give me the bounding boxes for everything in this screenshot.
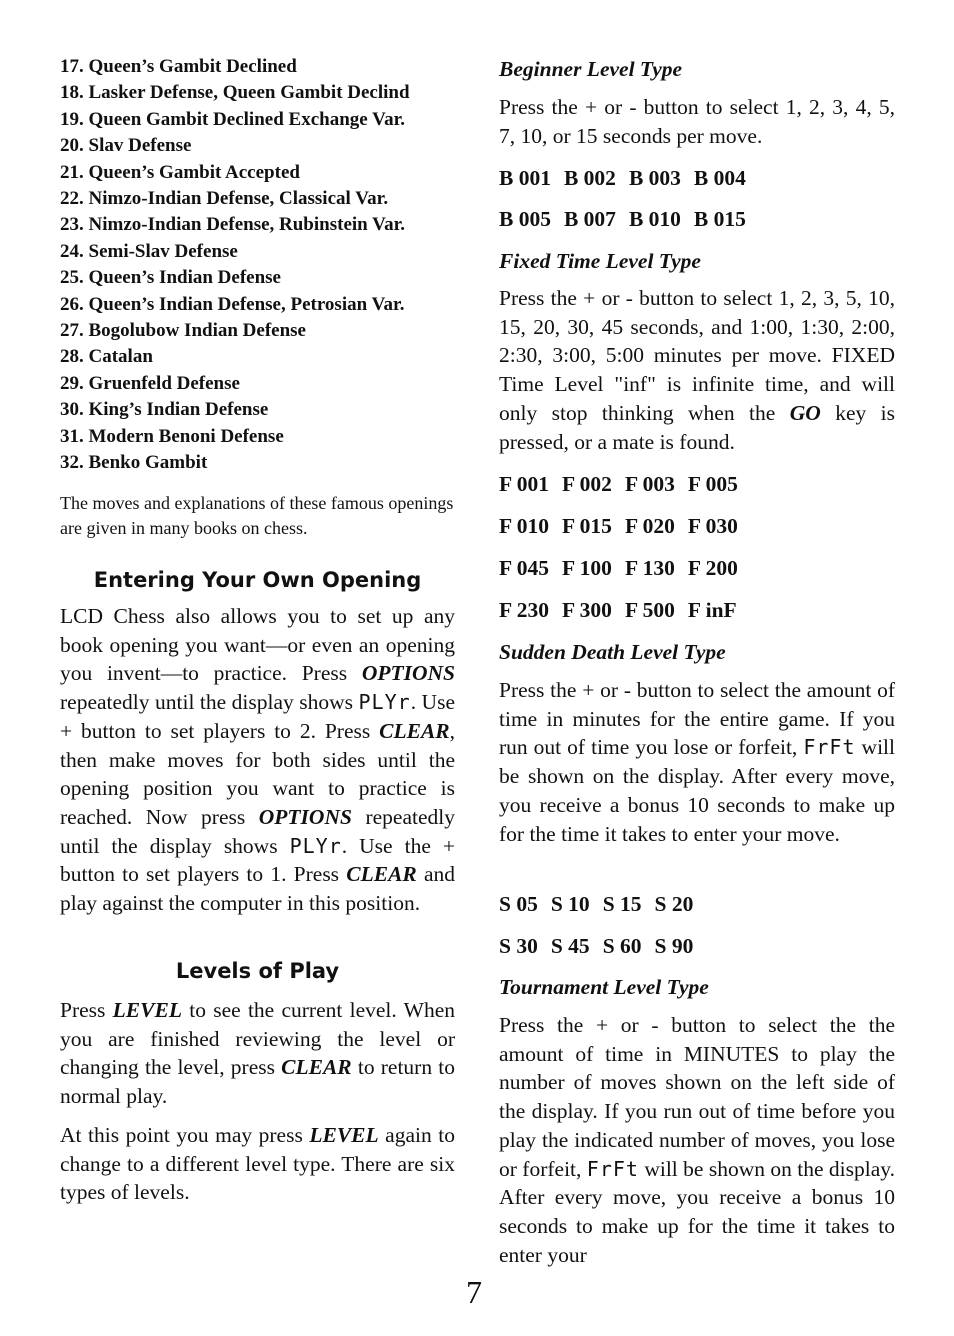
fixed-codes-row: F 001 F 002 F 003 F 005 — [499, 472, 738, 496]
beginner-text: Press the + or - button to select 1, 2, 3, 4, 5, 7, 10, or 15 seconds per move. — [499, 95, 895, 148]
clear-key: CLEAR — [281, 1055, 352, 1080]
list-item: 25. Queen’s Indian Defense — [60, 267, 281, 289]
clear-key: CLEAR — [379, 718, 450, 743]
own-opening-heading: Entering Your Own Opening — [93, 568, 422, 592]
list-item: 17. Queen’s Gambit Declined — [60, 56, 297, 77]
fixed-text: Press the + or - button to select 1, 2, 3, 5, 10, 15, 20, 30, 45 seconds, and 1:00, 1:30, 2:00, 2:30, 3:00, 5:00 minutes per move. FIXED Time Level "inf" is infinite time, and will only stop thinking when the GO key is pressed, or a mate is found. — [499, 286, 895, 454]
list-item: 23. Nimzo-Indian Defense, Rubinstein Var. — [60, 214, 406, 236]
sudden-heading: Sudden Death Level Type — [499, 640, 726, 664]
lcd-text: FrFt — [803, 735, 856, 760]
list-item: 32. Benko Gambit — [60, 452, 208, 474]
clear-key: CLEAR — [346, 862, 417, 887]
list-item: 18. Lasker Defense, Queen Gambit Declind — [60, 82, 410, 104]
page-number: 7 — [466, 1274, 482, 1310]
fixed-codes-row: F 230 F 300 F 500 F inF — [499, 598, 737, 622]
options-key: OPTIONS — [258, 804, 352, 829]
lcd-text: PLYr — [358, 690, 411, 715]
list-item: 27. Bogolubow Indian Defense — [60, 320, 306, 342]
level-key: LEVEL — [112, 998, 182, 1022]
sudden-codes-row: S 30 S 45 S 60 S 90 — [499, 934, 694, 958]
lcd-text: FrFt — [586, 1156, 639, 1181]
list-item: 31. Modern Benoni Defense — [60, 425, 284, 447]
levels-paragraph-1: Press LEVEL to see the current level. When you are finished reviewing the level or changing the level, press CLEAR to return to normal play. — [60, 998, 455, 1109]
beginner-heading: Beginner Level Type — [499, 57, 683, 81]
list-item: 30. King’s Indian Defense — [60, 399, 269, 421]
beginner-codes-row: B 005 B 007 B 010 B 015 — [499, 207, 746, 231]
level-key: LEVEL — [309, 1123, 379, 1147]
list-item: 21. Queen’s Gambit Accepted — [60, 161, 300, 183]
own-opening-paragraph: LCD Chess also allows you to set up any book opening you want—or even an opening you invent—to practice. Press OPTIONS repeatedly until the display shows PLYr. Use + button to set players to 2. Press CLEAR, then make moves for both sides until the opening position you want to practice is reached. Now press OPTIONS repeatedly until the display shows PLYr. Use the + button to set players to 1. Press CLEAR and play against the computer in this position. — [60, 604, 455, 916]
go-key: GO — [789, 400, 821, 425]
list-item: 29. Gruenfeld Defense — [60, 372, 240, 394]
openings-list — [60, 54, 410, 477]
list-item: 20. Slav Defense — [60, 135, 192, 157]
sudden-text: Press the + or - button to select the amount of time in minutes for the entire game. If you run out of time you lose or forfeit, FrFt will be shown on the display. After every move, you receive a bonus 10 seconds to make up for the time it takes to enter your move. — [499, 678, 895, 846]
lcd-text: PLYr — [289, 833, 342, 858]
list-item: 24. Semi-Slav Defense — [60, 240, 238, 262]
levels-paragraph-2: At this point you may press LEVEL again to change to a different level type. There are six types of levels. — [60, 1123, 455, 1205]
fixed-heading: Fixed Time Level Type — [499, 249, 701, 273]
beginner-codes-row: B 001 B 002 B 003 B 004 — [499, 166, 746, 190]
list-item: 28. Catalan — [60, 346, 153, 368]
list-item: 26. Queen’s Indian Defense, Petrosian Var. — [60, 293, 405, 315]
fixed-codes-row: F 010 F 015 F 020 F 030 — [499, 514, 738, 538]
list-item: 19. Queen Gambit Declined Exchange Var. — [60, 108, 406, 130]
openings-note: The moves and explanations of these famous openings are given in many books on chess. — [60, 493, 454, 538]
fixed-codes-row: F 045 F 100 F 130 F 200 — [499, 556, 738, 580]
tournament-text: Press the + or - button to select the the amount of time in MINUTES to play the number of moves shown on the left side of the display. If you run out of time before you play the indicated number of moves, you lose or forfeit, FrFt will be shown on the display. After every move, you receive a bonus 10 seconds to make up for the time it takes to enter your — [499, 1013, 895, 1267]
tournament-heading: Tournament Level Type — [499, 975, 709, 999]
levels-heading: Levels of Play — [175, 959, 340, 983]
list-item: 22. Nimzo-Indian Defense, Classical Var. — [60, 188, 389, 210]
options-key: OPTIONS — [361, 661, 455, 686]
sudden-codes-row: S 05 S 10 S 15 S 20 — [499, 892, 694, 916]
